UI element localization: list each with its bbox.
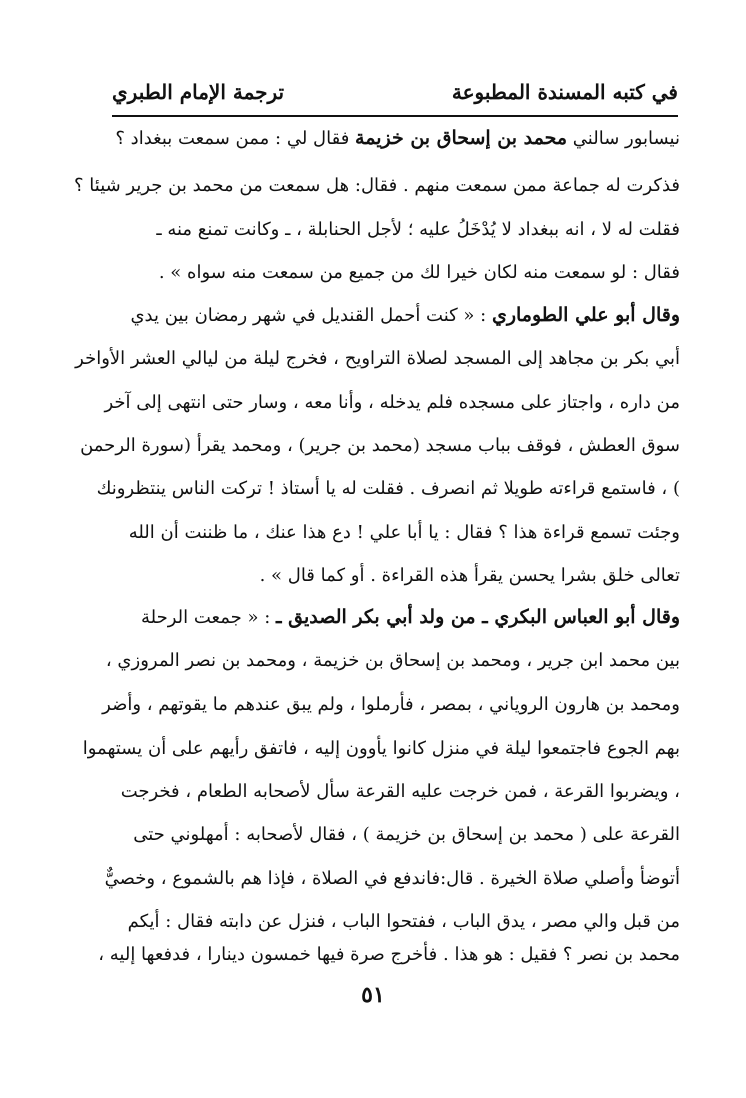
text-line: من داره ، واجتاز على مسجده فلم يدخله ، وأنا معه ، وسار حتى انتهى إلى آخر xyxy=(104,392,680,413)
text-line: وجئت تسمع قراءة هذا ؟ فقال : يا أبا علي ! دع هذا عنك ، ما ظننت أن الله xyxy=(128,522,680,543)
text-line: أتوضأ وأصلي صلاة الخيرة . قال:فاندفع في الصلاة ، فإذا هم بالشموع ، وخصيٌّ xyxy=(104,868,680,889)
text-line: فقال : لو سمعت منه لكان خيرا لك من جميع من سمعت منه سواه » . xyxy=(158,262,680,283)
text-line: القرعة على ( محمد بن إسحاق بن خزيمة ) ، فقال لأصحابه : أمهلوني حتى xyxy=(133,824,680,845)
text-line: نيسابور سالني محمد بن إسحاق بن خزيمة فقال لي : ممن سمعت ببغداد ؟ xyxy=(115,127,680,149)
page-number: ٥١ xyxy=(361,982,385,1008)
text-line: تعالى خلق بشرا يحسن يقرأ هذه القراءة . أو كما قال » . xyxy=(259,565,680,586)
text-line: سوق العطش ، فوقف بباب مسجد (محمد بن جرير) ، ومحمد يقرأ (سورة الرحمن xyxy=(80,435,680,456)
text-line: ، ويضربوا القرعة ، فمن خرجت عليه القرعة سأل لأصحابه الطعام ، فخرجت xyxy=(120,781,680,802)
text-line: بهم الجوع فاجتمعوا ليلة في منزل كانوا يأوون إليه ، فاتفق رأيهم على أن يستهموا xyxy=(82,738,680,759)
text-line: أبي بكر بن مجاهد إلى المسجد لصلاة التراويح ، فخرج ليلة من ليالي العشر الأواخر xyxy=(75,348,680,369)
text-line: فذكرت له جماعة ممن سمعت منهم . فقال: هل سمعت من محمد بن جرير شيئا ؟ xyxy=(74,175,680,196)
text-line: وقال أبو العباس البكري ـ من ولد أبي بكر الصديق ـ : « جمعت الرحلة xyxy=(140,606,680,628)
header-book-title: في كتبه المسندة المطبوعة xyxy=(451,80,678,104)
text-line: محمد بن نصر ؟ فقيل : هو هذا . فأخرج صرة فيها خمسون دينارا ، فدفعها إليه ، xyxy=(98,944,680,965)
text-line: وقال أبو علي الطوماري : « كنت أحمل القنديل في شهر رمضان بين يدي xyxy=(130,304,680,326)
text-line: ) ، فاستمع قراءته طويلا ثم انصرف . فقلت له يا أستاذ ! تركت الناس ينتظرونك xyxy=(96,478,680,499)
text-line: فقلت له لا ، انه ببغداد لا يُدْخَلُ عليه ؛ لأجل الحنابلة ، ـ وكانت تمنع منه ـ xyxy=(156,219,680,240)
text-line: ومحمد بن هارون الروياني ، بمصر ، فأرملوا ، ولم يبق عندهم ما يقوتهم ، وأضر xyxy=(102,694,680,715)
header-section-title: ترجمة الإمام الطبري xyxy=(112,80,285,104)
text-line: بين محمد ابن جرير ، ومحمد بن إسحاق بن خزيمة ، ومحمد بن نصر المروزي ، xyxy=(105,650,680,671)
text-line: من قبل والي مصر ، يدق الباب ، ففتحوا الباب ، فنزل عن دابته فقال : أيكم xyxy=(127,911,680,932)
